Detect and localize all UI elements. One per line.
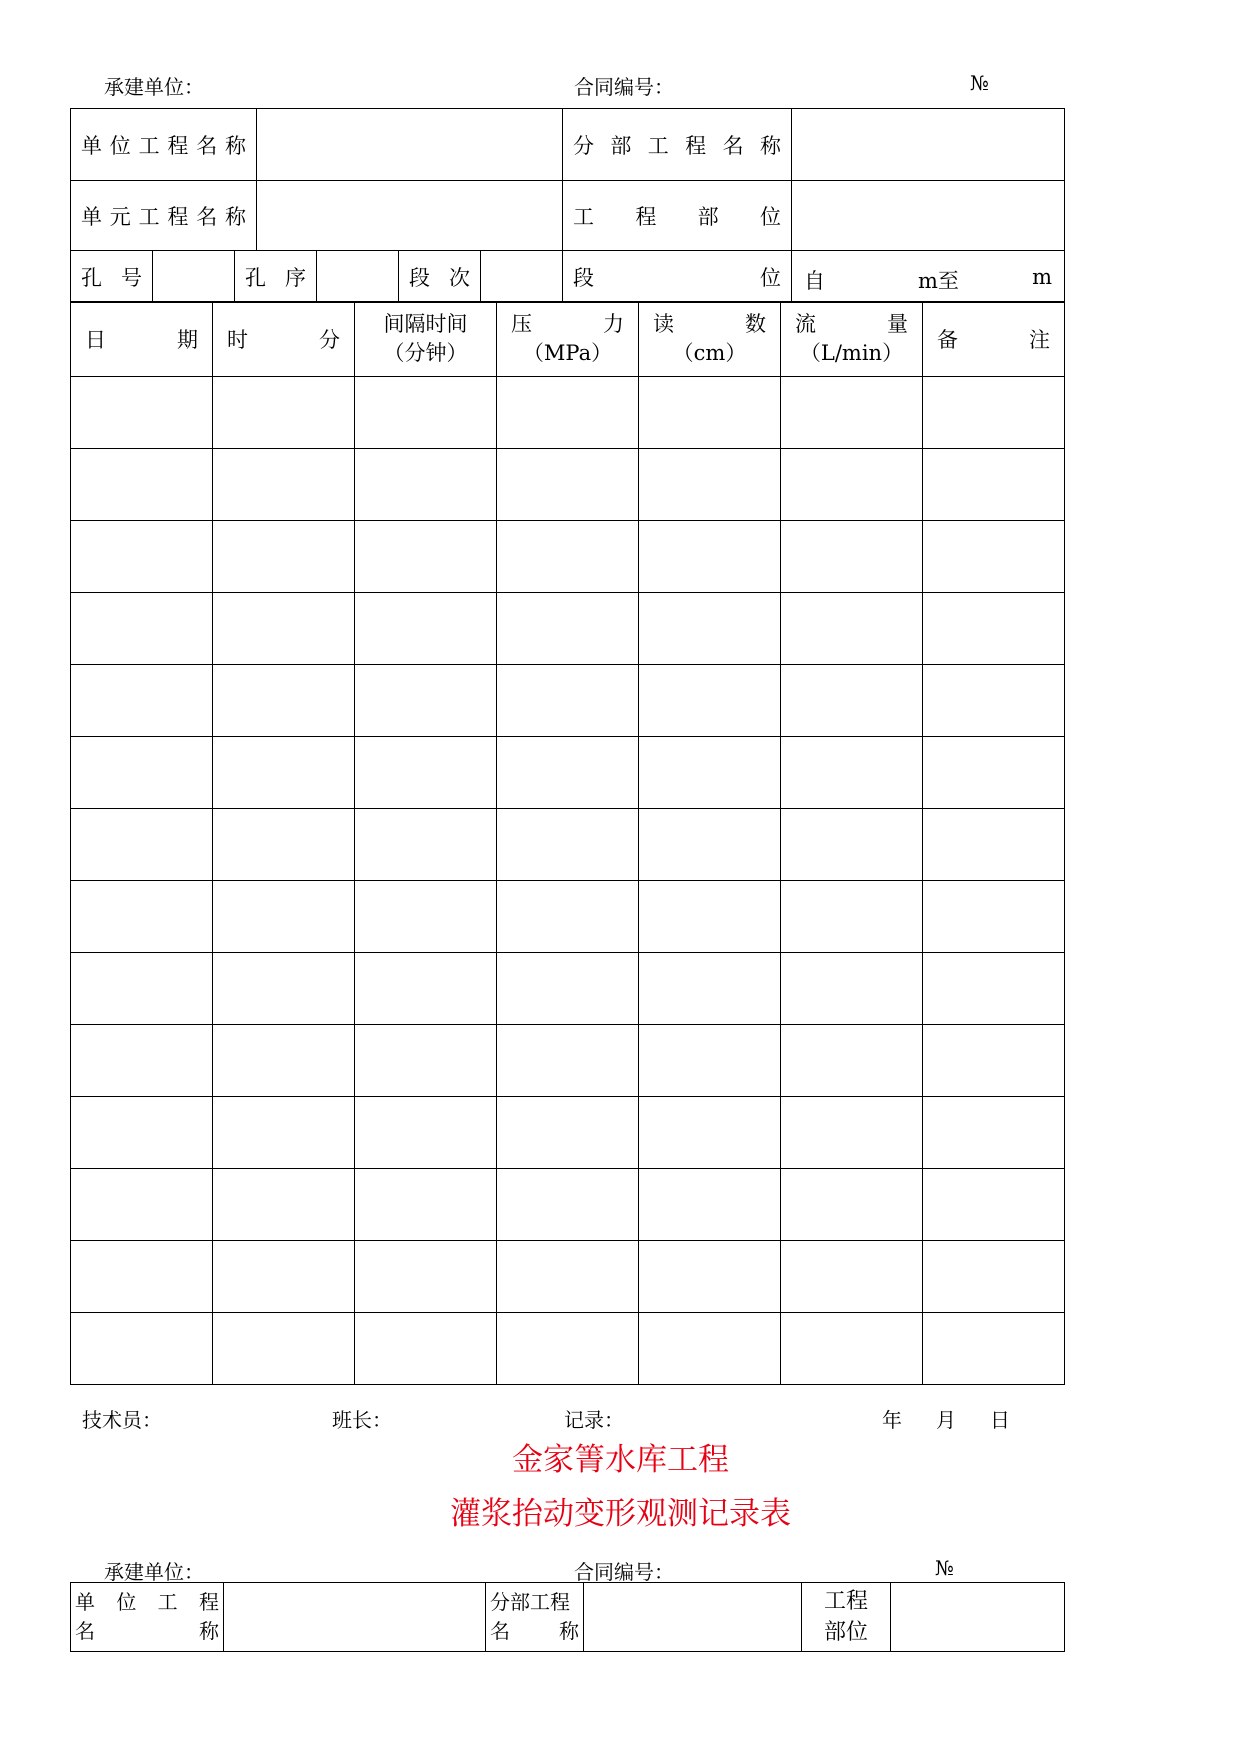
date-cell[interactable] (71, 449, 213, 521)
flow-cell[interactable] (781, 1097, 923, 1169)
depth-range-field[interactable] (792, 251, 1065, 303)
remark-cell[interactable] (923, 809, 1065, 881)
flow-cell[interactable] (781, 953, 923, 1025)
table-row (71, 953, 1065, 1025)
pressure-cell[interactable] (497, 521, 639, 593)
time-cell[interactable] (213, 1025, 355, 1097)
hole-no-text-char: 号 (121, 265, 142, 290)
sub-project-name-text-char: 称 (759, 133, 781, 158)
remark-cell[interactable] (923, 953, 1065, 1025)
date-cell[interactable] (71, 665, 213, 737)
interval-cell[interactable] (355, 1241, 497, 1313)
serial-number-label-2: № (935, 1556, 954, 1580)
section-no-text-char: 段 (409, 265, 430, 290)
project-title: 金家箐水库工程 (512, 1442, 729, 1478)
flow-cell[interactable] (781, 1025, 923, 1097)
date-cell[interactable] (71, 1313, 213, 1385)
pressure-cell[interactable] (497, 953, 639, 1025)
hole-order-label (235, 251, 317, 303)
interval-cell[interactable] (355, 881, 497, 953)
flow-cell[interactable] (781, 1169, 923, 1241)
flow-cell[interactable] (781, 665, 923, 737)
hole-no-text-char: 孔 (81, 265, 102, 290)
pressure-cell[interactable] (497, 377, 639, 449)
sub-project-name-text-char: 分 (573, 133, 594, 158)
flow-cell[interactable] (781, 377, 923, 449)
remark-cell[interactable] (923, 449, 1065, 521)
reading-cell[interactable] (639, 1097, 781, 1169)
reading-cell[interactable] (639, 1313, 781, 1385)
date-cell[interactable] (71, 809, 213, 881)
form-title: 灌浆抬动变形观测记录表 (450, 1496, 791, 1532)
section-position-label (563, 251, 792, 303)
time-cell[interactable] (213, 1097, 355, 1169)
unit-project-name-label (71, 109, 257, 181)
sub-project-name-text-char: 工 (647, 133, 669, 158)
hole-order-field[interactable] (317, 251, 399, 303)
pressure-cell[interactable] (497, 1241, 639, 1313)
section-position-text-char: 位 (760, 265, 781, 290)
unit-project-name-text-char: 称 (224, 133, 246, 158)
project-info-table (70, 108, 1065, 251)
reading-text-char: 读 (653, 312, 674, 336)
date-cell[interactable] (71, 1097, 213, 1169)
interval-cell[interactable] (355, 449, 497, 521)
unit-project-text-2a-char: 程 (198, 1590, 219, 1614)
pressure-cell[interactable] (497, 593, 639, 665)
remark-text-char: 备 (937, 328, 958, 352)
col-time-header (213, 302, 355, 377)
pressure-cell[interactable] (497, 1097, 639, 1169)
time-cell[interactable] (213, 737, 355, 809)
hole-no-label (71, 251, 153, 303)
project-part-text-char: 部 (697, 204, 719, 229)
remark-text-char: 注 (1029, 328, 1050, 352)
flow-cell[interactable] (781, 1241, 923, 1313)
section-no-label (399, 251, 481, 303)
pressure-cell[interactable] (497, 449, 639, 521)
remark-cell[interactable] (923, 881, 1065, 953)
time-text-char: 时 (227, 328, 248, 352)
pressure-cell[interactable] (497, 809, 639, 881)
section-position-text-char: 段 (573, 265, 594, 290)
interval-cell[interactable] (355, 521, 497, 593)
serial-number-label: № (970, 71, 989, 95)
reading-cell[interactable] (639, 1169, 781, 1241)
pressure-cell[interactable] (497, 1025, 639, 1097)
hole-info-table (70, 250, 1065, 303)
element-project-name-text-char: 单 (81, 204, 102, 229)
flow-cell[interactable] (781, 593, 923, 665)
pressure-cell[interactable] (497, 1313, 639, 1385)
col-reading-header: 读 数 （cm） (639, 302, 781, 377)
col-pressure-header: 压 力 （MPa） (497, 302, 639, 377)
flow-text-char: 流 (795, 312, 816, 336)
unit-project-name-field[interactable] (257, 109, 563, 181)
project-part-field[interactable] (792, 181, 1065, 251)
column-header-row (71, 302, 1065, 377)
day-label: 日 (990, 1408, 1010, 1432)
interval-cell[interactable] (355, 1313, 497, 1385)
time-cell[interactable] (213, 449, 355, 521)
interval-cell[interactable] (355, 953, 497, 1025)
pressure-cell[interactable] (497, 1169, 639, 1241)
date-text-char: 日 (85, 328, 106, 352)
table-row (71, 1025, 1065, 1097)
table-row (71, 665, 1065, 737)
remark-cell[interactable] (923, 1025, 1065, 1097)
sub-project-name-field[interactable] (792, 109, 1065, 181)
unit-project-name-text-char: 单 (81, 133, 102, 158)
contract-number-label-2: 合同编号： (574, 1560, 674, 1584)
project-info-table-2 (70, 1582, 1065, 1652)
table-row (71, 1169, 1065, 1241)
sub-project-field-2[interactable] (584, 1583, 802, 1652)
contract-number-label: 合同编号： (574, 75, 674, 99)
flow-cell[interactable] (781, 1313, 923, 1385)
remark-cell[interactable] (923, 1313, 1065, 1385)
unit-project-label-2 (71, 1583, 224, 1652)
interval-cell[interactable] (355, 737, 497, 809)
flow-cell[interactable] (781, 881, 923, 953)
time-cell[interactable] (213, 521, 355, 593)
interval-cell[interactable] (355, 665, 497, 737)
pressure-cell[interactable] (497, 665, 639, 737)
interval-cell[interactable] (355, 377, 497, 449)
col-flow-header: 流 量 （L/min） (781, 302, 923, 377)
interval-cell[interactable] (355, 809, 497, 881)
flow-text-char: 量 (887, 312, 908, 336)
table-row (71, 881, 1065, 953)
col-interval-header: 间隔时间 （分钟） (355, 302, 497, 377)
remark-cell[interactable] (923, 1097, 1065, 1169)
unit-project-text-2a-char: 位 (116, 1590, 137, 1614)
date-text-char: 期 (177, 328, 198, 352)
project-part-text-char: 程 (635, 204, 657, 229)
element-project-name-text-char: 名 (196, 204, 218, 229)
month-label: 月 (936, 1408, 956, 1432)
flow-cell[interactable] (781, 521, 923, 593)
date-cell[interactable] (71, 521, 213, 593)
project-part-field-2[interactable] (891, 1583, 1065, 1652)
remark-cell[interactable] (923, 737, 1065, 809)
flow-cell[interactable] (781, 449, 923, 521)
reading-cell[interactable] (639, 1025, 781, 1097)
element-project-name-field[interactable] (257, 181, 563, 251)
remark-cell[interactable] (923, 665, 1065, 737)
pressure-cell[interactable] (497, 737, 639, 809)
time-cell[interactable] (213, 809, 355, 881)
date-cell[interactable] (71, 377, 213, 449)
col-remark-header (923, 302, 1065, 377)
recorder-label: 记录： (564, 1408, 624, 1432)
unit-project-name-text-char: 工 (138, 133, 160, 158)
pressure-cell[interactable] (497, 881, 639, 953)
section-no-field[interactable] (481, 251, 563, 303)
flow-cell[interactable] (781, 737, 923, 809)
unit-project-text-2b-char: 称 (199, 1619, 219, 1643)
sub-project-name-text-char: 名 (722, 133, 744, 158)
pressure-text-char: 压 (511, 312, 532, 336)
m-unit-label: m (1032, 264, 1052, 289)
section-no-text-char: 次 (449, 265, 470, 290)
flow-cell[interactable] (781, 809, 923, 881)
sub-project-name-text-char: 部 (610, 133, 632, 158)
table-row (71, 1097, 1065, 1169)
date-cell[interactable] (71, 953, 213, 1025)
date-cell[interactable] (71, 1025, 213, 1097)
hole-order-text-char: 序 (285, 265, 306, 290)
time-cell[interactable] (213, 881, 355, 953)
time-cell[interactable] (213, 1313, 355, 1385)
date-cell[interactable] (71, 1241, 213, 1313)
remark-cell[interactable] (923, 593, 1065, 665)
sub-project-text-2b-char: 名 (490, 1619, 510, 1643)
time-cell[interactable] (213, 665, 355, 737)
team-leader-label: 班长： (332, 1408, 392, 1432)
interval-cell[interactable] (355, 593, 497, 665)
date-cell[interactable] (71, 737, 213, 809)
element-project-name-text-char: 称 (224, 204, 246, 229)
contractor-label: 承建单位： (104, 75, 204, 99)
time-cell[interactable] (213, 377, 355, 449)
remark-cell[interactable] (923, 521, 1065, 593)
element-project-name-text-char: 程 (167, 204, 189, 229)
reading-cell[interactable] (639, 1241, 781, 1313)
date-cell[interactable] (71, 593, 213, 665)
remark-cell[interactable] (923, 1241, 1065, 1313)
hole-no-field[interactable] (153, 251, 235, 303)
observation-table (70, 301, 1065, 1385)
time-text-char: 分 (319, 328, 340, 352)
time-cell[interactable] (213, 1241, 355, 1313)
interval-cell[interactable] (355, 1097, 497, 1169)
date-cell[interactable] (71, 1169, 213, 1241)
reading-cell[interactable] (639, 449, 781, 521)
contractor-label-2: 承建单位： (104, 1560, 204, 1584)
reading-cell[interactable] (639, 593, 781, 665)
table-row (71, 593, 1065, 665)
reading-cell[interactable] (639, 521, 781, 593)
time-cell[interactable] (213, 593, 355, 665)
element-project-name-text-char: 元 (109, 204, 131, 229)
sub-project-text-2b-char: 称 (559, 1619, 579, 1643)
element-project-name-label (71, 181, 257, 251)
interval-cell[interactable] (355, 1025, 497, 1097)
project-part-label-2: 工程 部位 (802, 1583, 891, 1652)
unit-project-name-text-char: 位 (109, 133, 131, 158)
interval-cell[interactable] (355, 1169, 497, 1241)
sub-project-label-2: 分部工程 名 称 (486, 1583, 584, 1652)
col-date-header (71, 302, 213, 377)
sub-project-name-text-char: 程 (685, 133, 707, 158)
table-row (71, 377, 1065, 449)
date-cell[interactable] (71, 881, 213, 953)
reading-cell[interactable] (639, 377, 781, 449)
table-row (71, 737, 1065, 809)
unit-project-field-2[interactable] (224, 1583, 486, 1652)
remark-cell[interactable] (923, 377, 1065, 449)
time-cell[interactable] (213, 1169, 355, 1241)
sub-project-name-label (563, 109, 792, 181)
reading-cell[interactable] (639, 809, 781, 881)
unit-project-name-text-char: 名 (196, 133, 218, 158)
table-row (71, 809, 1065, 881)
project-part-text-char: 位 (759, 204, 781, 229)
project-part-text-char: 工 (573, 204, 594, 229)
reading-cell[interactable] (639, 737, 781, 809)
year-label: 年 (882, 1408, 902, 1432)
reading-cell[interactable] (639, 881, 781, 953)
hole-order-text-char: 孔 (245, 265, 266, 290)
table-row (71, 521, 1065, 593)
unit-project-text-2b-char: 名 (75, 1619, 95, 1643)
from-label: 自 (804, 268, 825, 293)
reading-text-char: 数 (745, 312, 766, 336)
table-row (71, 449, 1065, 521)
m-to-label: m至 (918, 268, 959, 293)
unit-project-text-2a-char: 单 (75, 1590, 95, 1614)
element-project-name-text-char: 工 (138, 204, 160, 229)
technician-label: 技术员： (82, 1408, 162, 1432)
table-row (71, 1313, 1065, 1385)
unit-project-text-2a-char: 工 (157, 1590, 178, 1614)
table-row (71, 1241, 1065, 1313)
time-cell[interactable] (213, 953, 355, 1025)
remark-cell[interactable] (923, 1169, 1065, 1241)
project-part-label (563, 181, 792, 251)
reading-cell[interactable] (639, 953, 781, 1025)
reading-cell[interactable] (639, 665, 781, 737)
pressure-text-char: 力 (603, 312, 624, 336)
unit-project-name-text-char: 程 (167, 133, 189, 158)
